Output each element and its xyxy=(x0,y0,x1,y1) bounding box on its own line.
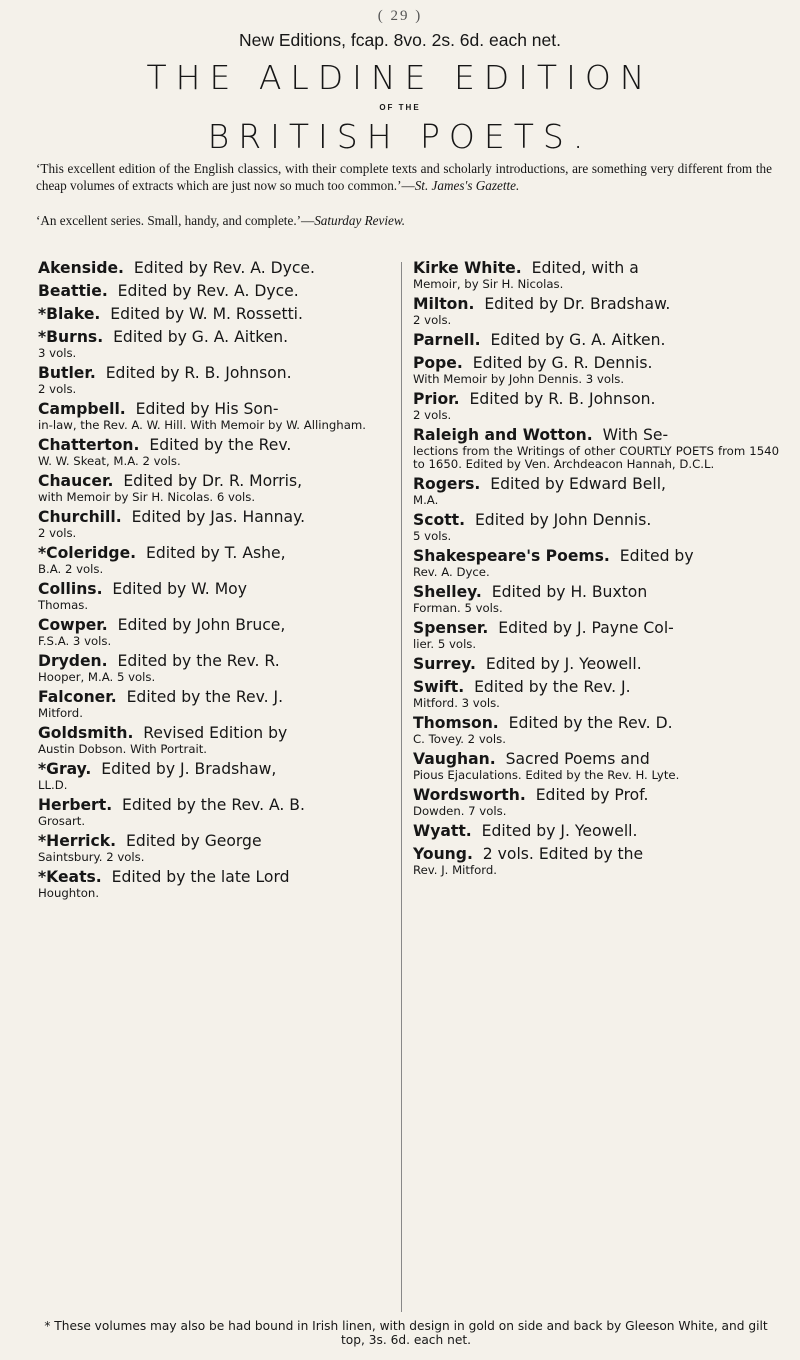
list-item xyxy=(38,687,406,720)
poet-name: Prior. xyxy=(413,390,460,408)
editor-line: Edited by the Rev. D. xyxy=(508,714,673,732)
poet-name: Pope. xyxy=(413,354,463,372)
entry-details: Houghton. xyxy=(38,886,100,900)
list-item xyxy=(38,435,406,468)
poet-name: *Herrick. xyxy=(38,832,117,850)
entry-main-line xyxy=(38,258,406,278)
editor-line: Edited by the Rev. J. xyxy=(474,678,631,696)
editor-line: Edited by Dr. R. Morris, xyxy=(123,472,303,490)
editor-line: Edited by the Rev. xyxy=(149,436,292,454)
editor-line: Edited by R. B. Johnson. xyxy=(105,364,292,382)
list-item xyxy=(413,258,779,291)
entry-main-line xyxy=(38,579,406,599)
editor-line: Edited by Dr. Bradshaw. xyxy=(484,295,671,313)
page-subtitle: BRITISH POETS. xyxy=(207,117,593,156)
poet-name: Shelley. xyxy=(413,583,482,601)
list-item xyxy=(413,389,779,422)
entry-details: Grosart. xyxy=(38,814,86,828)
poet-name: *Burns. xyxy=(38,328,104,346)
entry-details: Rev. J. Mitford. xyxy=(413,863,498,877)
poet-name: Wyatt. xyxy=(413,822,472,840)
poet-name: Parnell. xyxy=(413,331,481,349)
editor-line: Edited by W. M. Rossetti. xyxy=(110,305,303,323)
list-item xyxy=(38,363,406,396)
review-quote xyxy=(36,212,772,229)
list-item xyxy=(413,546,779,579)
poet-name: Swift. xyxy=(413,678,465,696)
editor-line: Edited by G. A. Aitken. xyxy=(113,328,289,346)
poet-name: Raleigh and Wotton. xyxy=(413,426,593,444)
editor-line: Edited by His Son- xyxy=(135,400,279,418)
list-item xyxy=(38,258,406,278)
entry-main-line xyxy=(413,546,779,566)
poet-name: Chaucer. xyxy=(38,472,114,490)
poet-name: Campbell. xyxy=(38,400,126,418)
entry-main-line xyxy=(413,582,779,602)
poet-name: Kirke White. xyxy=(413,259,522,277)
entry-details: Thomas. xyxy=(38,598,89,612)
list-item xyxy=(38,543,406,576)
poet-name: Goldsmith. xyxy=(38,724,134,742)
page-number: ( 29 ) xyxy=(377,8,423,24)
editor-line: Edited by Prof. xyxy=(535,786,649,804)
entry-details: Memoir, by Sir H. Nicolas. xyxy=(413,277,564,291)
editor-line: Edited by R. B. Johnson. xyxy=(469,390,656,408)
entry-main-line xyxy=(413,785,779,805)
entry-details: 5 vols. xyxy=(413,529,452,543)
editor-line: Edited by the Rev. J. xyxy=(126,688,284,706)
poets-list-left xyxy=(38,258,406,903)
entry-details: lier. 5 vols. xyxy=(413,637,477,651)
editor-line: Edited by T. Ashe, xyxy=(146,544,286,562)
list-item xyxy=(38,507,406,540)
entry-main-line xyxy=(413,389,779,409)
poet-name: Vaughan. xyxy=(413,750,496,768)
editor-line: Edited by John Bruce, xyxy=(117,616,286,634)
entry-details: W. W. Skeat, M.A. 2 vols. xyxy=(38,454,181,468)
quote-source: Saturday Review. xyxy=(314,213,406,228)
entry-main-line xyxy=(38,327,406,347)
entry-details: Saintsbury. 2 vols. xyxy=(38,850,145,864)
entry-main-line xyxy=(38,435,406,455)
entry-main-line xyxy=(413,353,779,373)
poet-name: Chatterton. xyxy=(38,436,140,454)
list-item xyxy=(413,510,779,543)
poet-name: Thomson. xyxy=(413,714,499,732)
list-item xyxy=(38,615,406,648)
editor-line: Edited by Jas. Hannay. xyxy=(131,508,306,526)
entry-main-line xyxy=(38,471,406,491)
quote-text: ‘This excellent edition of the English classics, with their complete texts and scholarly introductions, are something very different from the cheap volumes of extracts which are just now so much too common.’— xyxy=(36,161,772,193)
list-item xyxy=(413,785,779,818)
entry-main-line xyxy=(38,615,406,635)
poet-name: Falconer. xyxy=(38,688,117,706)
list-item xyxy=(38,867,406,900)
list-item xyxy=(413,821,779,841)
entry-details: Austin Dobson. With Portrait. xyxy=(38,742,208,756)
poets-list-right xyxy=(413,258,779,880)
entry-main-line xyxy=(38,399,406,419)
editor-line: Edited by J. Yeowell. xyxy=(485,655,642,673)
quote-text: ‘An excellent series. Small, handy, and complete.’— xyxy=(36,213,315,228)
entry-main-line xyxy=(38,723,406,743)
poet-name: *Blake. xyxy=(38,305,101,323)
entry-details: M.A. xyxy=(413,493,439,507)
poet-name: Scott. xyxy=(413,511,466,529)
entry-main-line xyxy=(413,510,779,530)
poet-name: Beattie. xyxy=(38,282,108,300)
entry-main-line xyxy=(413,677,779,697)
poet-name: Shakespeare's Poems. xyxy=(413,547,610,565)
list-item xyxy=(413,425,779,471)
entry-main-line xyxy=(413,654,779,674)
list-item xyxy=(38,471,406,504)
entry-details: 2 vols. xyxy=(38,526,77,540)
poet-name: Surrey. xyxy=(413,655,476,673)
entry-details: 2 vols. xyxy=(413,408,452,422)
entry-details: Hooper, M.A. 5 vols. xyxy=(38,670,156,684)
entry-main-line xyxy=(38,867,406,887)
list-item xyxy=(413,844,779,877)
editor-line: With Se- xyxy=(602,426,669,444)
list-item xyxy=(413,330,779,350)
entry-details: LL.D. xyxy=(38,778,68,792)
list-item xyxy=(38,281,406,301)
editor-line: Edited by Rev. A. Dyce. xyxy=(133,259,315,277)
editor-line: Revised Edition by xyxy=(143,724,288,742)
editor-line: Edited by George xyxy=(125,832,262,850)
entry-details: F.S.A. 3 vols. xyxy=(38,634,112,648)
entry-main-line xyxy=(38,795,406,815)
entry-main-line xyxy=(413,821,779,841)
footnote: * These volumes may also be had bound in Irish linen, with design in gold on side and back by Gleeson White, and gilt top, 3s. 6d. each net. xyxy=(44,1319,768,1347)
editor-line: Edited by H. Buxton xyxy=(491,583,648,601)
entry-details: 2 vols. xyxy=(413,313,452,327)
editor-line: Edited by G. A. Aitken. xyxy=(490,331,666,349)
editor-line: Edited by J. Yeowell. xyxy=(481,822,638,840)
editor-line: Edited by the Rev. A. B. xyxy=(122,796,305,814)
list-item xyxy=(38,831,406,864)
entry-main-line xyxy=(38,281,406,301)
list-item xyxy=(413,582,779,615)
entry-details: Mitford. xyxy=(38,706,83,720)
entry-main-line xyxy=(413,749,779,769)
entry-details: Pious Ejaculations. Edited by the Rev. H. Lyte. xyxy=(413,768,680,782)
list-item xyxy=(413,654,779,674)
entry-main-line xyxy=(38,831,406,851)
entry-details: with Memoir by Sir H. Nicolas. 6 vols. xyxy=(38,490,256,504)
entry-main-line xyxy=(413,294,779,314)
entry-details: With Memoir by John Dennis. 3 vols. xyxy=(413,372,625,386)
page-title: THE ALDINE EDITION xyxy=(146,58,654,97)
entry-details: Mitford. 3 vols. xyxy=(413,696,500,710)
entry-main-line xyxy=(413,258,779,278)
editor-line: Edited by the late Lord xyxy=(111,868,290,886)
poet-name: Herbert. xyxy=(38,796,113,814)
editor-line: 2 vols. Edited by the xyxy=(482,845,644,863)
poet-name: Rogers. xyxy=(413,475,481,493)
editor-line: Edited by G. R. Dennis. xyxy=(472,354,653,372)
quote-source: St. James's Gazette. xyxy=(414,178,520,193)
poet-name: *Gray. xyxy=(38,760,92,778)
list-item xyxy=(38,795,406,828)
entry-main-line xyxy=(413,425,779,445)
editor-line: Edited by Rev. A. Dyce. xyxy=(117,282,299,300)
poet-name: Akenside. xyxy=(38,259,124,277)
review-quote xyxy=(36,160,772,194)
entry-details: in-law, the Rev. A. W. Hill. With Memoir by W. Allingham. xyxy=(38,418,366,432)
list-item xyxy=(38,651,406,684)
editor-line: Edited by J. Bradshaw, xyxy=(101,760,277,778)
poet-name: Butler. xyxy=(38,364,96,382)
poet-name: Cowper. xyxy=(38,616,108,634)
editor-line: Edited by the Rev. R. xyxy=(117,652,280,670)
editor-line: Edited by Edward Bell, xyxy=(490,475,666,493)
list-item xyxy=(413,294,779,327)
title-connector: OF THE xyxy=(379,103,421,112)
poet-name: Dryden. xyxy=(38,652,108,670)
list-item xyxy=(413,618,779,651)
entry-main-line xyxy=(413,474,779,494)
poet-name: Collins. xyxy=(38,580,103,598)
list-item xyxy=(38,759,406,792)
editor-line: Edited by John Dennis. xyxy=(474,511,652,529)
entry-main-line xyxy=(38,687,406,707)
editor-line: Sacred Poems and xyxy=(505,750,650,768)
entry-main-line xyxy=(413,844,779,864)
editor-line: Edited, with a xyxy=(531,259,639,277)
list-item xyxy=(413,474,779,507)
editor-line: Edited by xyxy=(619,547,694,565)
entry-main-line xyxy=(413,330,779,350)
entry-details: lections from the Writings of other COURTLY POETS from 1540 to 1650. Edited by Ven. Archdeacon Hannah, D.C.L. xyxy=(413,444,779,471)
poet-name: *Keats. xyxy=(38,868,102,886)
list-item xyxy=(413,713,779,746)
editor-line: Edited by J. Payne Col- xyxy=(498,619,674,637)
poet-name: Churchill. xyxy=(38,508,122,526)
list-item xyxy=(38,304,406,324)
price-line: New Editions, fcap. 8vo. 2s. 6d. each net. xyxy=(239,30,561,50)
list-item xyxy=(38,579,406,612)
entry-main-line xyxy=(413,618,779,638)
entry-details: Dowden. 7 vols. xyxy=(413,804,507,818)
column-divider xyxy=(401,262,402,1312)
entry-main-line xyxy=(38,651,406,671)
entry-main-line xyxy=(38,759,406,779)
entry-main-line xyxy=(38,543,406,563)
list-item xyxy=(38,723,406,756)
entry-details: 3 vols. xyxy=(38,346,77,360)
entry-details: B.A. 2 vols. xyxy=(38,562,104,576)
poet-name: Spenser. xyxy=(413,619,489,637)
list-item xyxy=(413,749,779,782)
entry-details: Forman. 5 vols. xyxy=(413,601,503,615)
entry-main-line xyxy=(38,507,406,527)
list-item xyxy=(38,399,406,432)
entry-details: 2 vols. xyxy=(38,382,77,396)
poet-name: Milton. xyxy=(413,295,475,313)
entry-main-line xyxy=(413,713,779,733)
poet-name: Wordsworth. xyxy=(413,786,526,804)
entry-main-line xyxy=(38,363,406,383)
list-item xyxy=(413,677,779,710)
list-item xyxy=(38,327,406,360)
entry-details: C. Tovey. 2 vols. xyxy=(413,732,506,746)
entry-main-line xyxy=(38,304,406,324)
list-item xyxy=(413,353,779,386)
entry-details: Rev. A. Dyce. xyxy=(413,565,490,579)
poet-name: Young. xyxy=(413,845,473,863)
editor-line: Edited by W. Moy xyxy=(112,580,247,598)
poet-name: *Coleridge. xyxy=(38,544,137,562)
